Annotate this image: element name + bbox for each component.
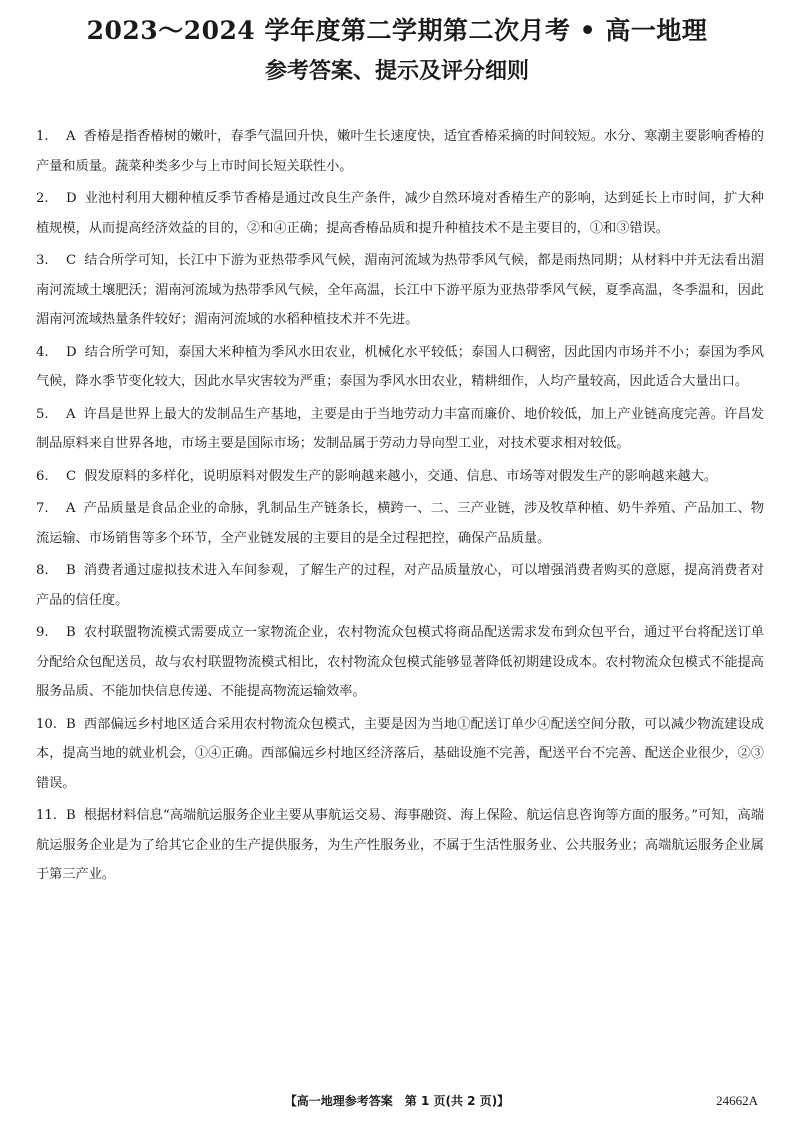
answer-explanation: 产品质量是食品企业的命脉，乳制品生产链条长，横跨一、二、三产业链，涉及牧草种植、奶牛养殖、产品加工、物流运输、市场销售等多个环节，全产业链发展的主要目的是全过程把控，确保产品质量。 (36, 501, 764, 546)
answer-letter: C (66, 253, 77, 268)
answer-item (36, 400, 764, 459)
question-number: 3. (36, 253, 49, 268)
answer-item (36, 710, 764, 799)
answer-item (36, 246, 764, 335)
page-title: 2023～2024 学年度第二学期第二次月考 • 高一地理 (86, 16, 708, 45)
answer-explanation: 结合所学可知，泰国大米种植为季风水田农业，机械化水平较低；泰国人口稠密，因此国内市场并不小；泰国为季风气候，降水季节变化较大，因此水旱灾害较为严重；泰国为季风水田农业，精耕细作，人均产量较高，因此适合大量出口。 (36, 344, 764, 389)
answer-letter: D (66, 344, 77, 360)
answer-explanation: 假发原料的多样化，说明原料对假发生产的影响越来越小，交通、信息、市场等对假发生产的影响越来越大。 (84, 468, 718, 484)
answer-letter: D (66, 191, 77, 206)
answer-item (36, 462, 764, 492)
answer-letter: A (66, 406, 76, 422)
answer-item (36, 184, 764, 243)
answer-list (36, 122, 764, 893)
answer-explanation: 消费者通过虚拟技术进入车间参观，了解生产的过程，对产品质量放心，可以增强消费者购买的意愿，提高消费者对产品的信任度。 (36, 563, 764, 608)
answer-item (36, 494, 764, 553)
question-number: 10. (36, 716, 57, 732)
question-number: 9. (36, 625, 49, 640)
answer-explanation: 许昌是世界上最大的发制品生产基地，主要是由于当地劳动力丰富而廉价、地价较低，加上产业链高度完善。许昌发制品原料来自世界各地，市场主要是国际市场；发制品属于劳动力导向型工业，对技术要求相对较低。 (36, 406, 764, 451)
answer-letter: C (66, 468, 77, 484)
footer-page-info: 【高一地理参考答案 第 1 页(共 2 页)】 (284, 1094, 510, 1108)
answer-letter: A (66, 129, 76, 144)
answer-explanation: 根据材料信息“高端航运服务企业主要从事航运交易、海事融资、海上保险、航运信息咨询等方面的服务。”可知，高端航运服务企业是为了给其它企业的生产提供服务，为生产性服务业，不属于生活性服务业、公共服务业；高端航运服务企业属于第三产业。 (36, 808, 764, 882)
footer-document-code: 24662A (716, 1093, 758, 1108)
answer-item (36, 122, 764, 181)
answer-explanation: 业池村利用大棚种植反季节香椿是通过改良生产条件，减少自然环境对香椿生产的影响，达到延长上市时间，扩大种植规模，从而提高经济效益的目的，②和④正确；提高香椿品质和提升种植技术不是主要目的，①和③错误。 (36, 191, 764, 236)
answer-item (36, 556, 764, 615)
question-number: 6. (36, 468, 49, 484)
question-number: 7. (36, 501, 49, 516)
answer-letter: B (66, 716, 76, 732)
question-number: 5. (36, 406, 49, 422)
answer-item (36, 801, 764, 890)
answer-letter: B (66, 625, 76, 640)
question-number: 2. (36, 191, 49, 206)
page-subtitle: 参考答案、提示及评分细则 (264, 58, 529, 84)
question-number: 4. (36, 344, 49, 360)
answer-letter: B (66, 563, 76, 578)
answer-explanation: 西部偏远乡村地区适合采用农村物流众包模式，主要是因为当地①配送订单少④配送空间分散，可以减少物流建设成本，提高当地的就业机会，①④正确。西部偏远乡村地区经济落后，基础设施不完善，配送平台不完善、配送企业很少，②③错误。 (36, 716, 764, 791)
page-footer (0, 1090, 794, 1112)
answer-letter: B (66, 808, 76, 823)
answer-letter: A (66, 501, 76, 516)
question-number: 1. (36, 129, 49, 144)
answer-item (36, 338, 764, 397)
answer-explanation: 农村联盟物流模式需要成立一家物流企业，农村物流众包模式将商品配送需求发布到众包平台，通过平台将配送订单分配给众包配送员，故与农村联盟物流模式相比，农村物流众包模式能够显著降低初期建设成本。农村物流众包模式不能提高服务品质、不能加快信息传递、不能提高物流运输效率。 (36, 625, 764, 699)
question-number: 11. (36, 808, 57, 823)
answer-item (36, 618, 764, 707)
answer-explanation: 香椿是指香椿树的嫩叶，春季气温回升快，嫩叶生长速度快，适宜香椿采摘的时间较短。水分、寒潮主要影响香椿的产量和质量。蔬菜种类多少与上市时间长短关联性小。 (36, 129, 764, 174)
question-number: 8. (36, 563, 49, 578)
answer-explanation: 结合所学可知，长江中下游为亚热带季风气候，湄南河流域为热带季风气候，都是雨热同期；从材料中并无法看出湄南河流域土壤肥沃；湄南河流域为热带季风气候，全年高温，长江中下游平原为亚热带季风气候，夏季高温，冬季温和，因此湄南河流域热量条件较好；湄南河流域的水稻种植技术并不先进。 (36, 253, 764, 327)
